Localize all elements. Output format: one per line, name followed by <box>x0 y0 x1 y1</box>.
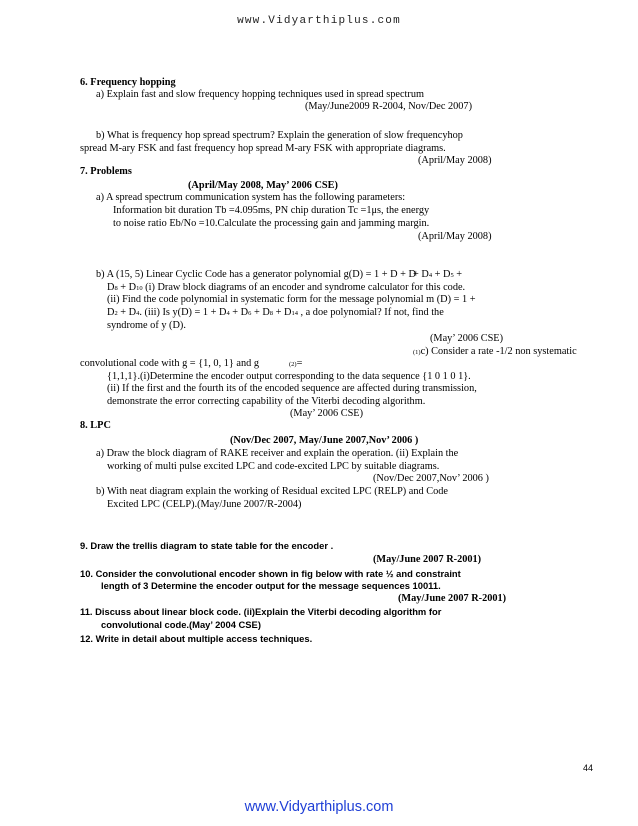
page-number: 44 <box>583 763 594 773</box>
text-line: b) A (15, 5) Linear Cyclic Code has a generator polynomial g(D) = 1 + D + D <box>96 269 416 280</box>
text-line: to noise ratio Eb/No =10.Calculate the processing gain and jamming margin. <box>113 218 430 229</box>
text-line: (April/May 2008, May’ 2006 CSE) <box>188 180 338 191</box>
text-line: a) Draw the block diagram of RAKE receiver and explain the operation. (ii) Explain the <box>96 448 459 459</box>
conv-question-lead: (1)c) Consider a rate -1/2 non systematic <box>413 346 577 357</box>
text-line: convolutional code.(May’ 2004 CSE) <box>101 619 261 630</box>
text-line: a) Explain fast and slow frequency hopping techniques used in spread spectrum <box>96 89 424 100</box>
text-line: working of multi pulse excited LPC and code-excited LPC by suitable diagrams. <box>107 461 440 472</box>
footer-link[interactable]: www.Vidyarthiplus.com <box>244 799 394 815</box>
text-line: a) A spread spectrum communication system has the following parameters: <box>96 192 406 203</box>
text-line: Information bit duration Tb =4.095ms, PN chip duration Tc =1μs, the energy <box>113 205 430 216</box>
text-line: convolutional code with g = {1, 0, 1} and g <box>80 358 259 369</box>
text-line: demonstrate the error correcting capability of the Viterbi decoding algorithm. <box>107 396 426 407</box>
text-line: (May/June 2007 R-2001) <box>398 593 507 604</box>
text-line: 6. Frequency hopping <box>80 77 176 88</box>
text-line: 11. Discuss about linear block code. (ii)Explain the Viterbi decoding algorithm for <box>80 606 442 617</box>
text-line: {1,1,1}.(i)Determine the encoder output corresponding to the data sequence {1 0 1 0 1}. <box>107 371 471 382</box>
text-line: 10. Consider the convolutional encoder shown in fig below with rate ½ and constraint <box>80 568 461 579</box>
text-line: 7. Problems <box>80 166 132 177</box>
text-line: 9. Draw the trellis diagram to state table for the encoder . <box>80 540 334 551</box>
text-line: 8. LPC <box>80 420 111 431</box>
text-line: (May’ 2006 CSE) <box>290 408 364 419</box>
poly-line-2: D8 + D10 (i) Draw block diagrams of an encoder and syndrome calculator for this code. <box>107 282 466 293</box>
text-line: (April/May 2008) <box>418 231 492 242</box>
text-line: length of 3 Determine the encoder output for the message sequences 10011. <box>101 580 441 591</box>
text-line: (May/June2009 R-2004, Nov/Dec 2007) <box>305 101 473 112</box>
text-line: (Nov/Dec 2007,Nov’ 2006 ) <box>373 473 489 484</box>
text-line: 12. Write in detail about multiple access techniques. <box>80 633 313 644</box>
text-line: (ii) If the first and the fourth its of the encoded sequence are affected during transmission, <box>107 383 477 394</box>
text-line: (ii) Find the code polynomial in systematic form for the message polynomial m (D) = 1 + <box>107 294 476 305</box>
text-line: syndrome of y (D). <box>107 320 186 331</box>
text-line: (May’ 2006 CSE) <box>430 333 504 344</box>
text-line: (May/June 2007 R-2001) <box>373 554 482 565</box>
text-line: spread M-ary FSK and fast frequency hop spread M-ary FSK with appropriate diagrams. <box>80 143 446 154</box>
poly-b-tail: + D4 + D5 + <box>413 269 463 280</box>
text-line: (Nov/Dec 2007, May/June 2007,Nov’ 2006 ) <box>230 435 419 446</box>
text-line: (April/May 2008) <box>418 155 492 166</box>
text-line: Excited LPC (CELP).(May/June 2007/R-2004) <box>107 499 302 510</box>
conv-g2-tail: (2)= <box>289 358 303 369</box>
poly-line-4: D2 + D4. (iii) Is y(D) = 1 + D4 + D6 + D8 + D14 , a doe polynomial? If not, find the <box>107 307 444 318</box>
text-line: b) With neat diagram explain the working of Residual excited LPC (RELP) and Code <box>96 486 448 497</box>
text-line: b) What is frequency hop spread spectrum? Explain the generation of slow frequencyhop <box>96 130 463 141</box>
page-header: www.Vidyarthiplus.com <box>237 15 401 27</box>
